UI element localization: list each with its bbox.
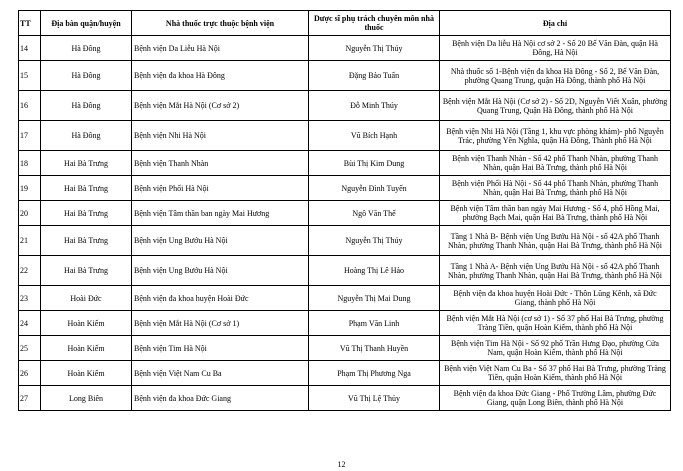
cell-pharmacist: Bùi Thị Kim Dung [309,151,440,176]
header-address: Địa chỉ [440,11,671,36]
cell-area: Hoài Đức [41,286,132,311]
table-row [19,91,671,121]
cell-area: Hai Bà Trưng [41,256,132,286]
page-number: 12 [337,460,346,469]
cell-pharmacist: Đỗ Minh Thúy [309,91,440,121]
table-row [19,36,671,61]
cell-hospital: Bệnh viện Phổi Hà Nội [132,176,309,201]
cell-pharmacist: Nguyễn Đình Tuyến [309,176,440,201]
pharmacy-table [18,10,671,411]
cell-pharmacist: Phạm Văn Linh [309,311,440,336]
cell-tt: 20 [19,201,41,226]
cell-area: Hà Đông [41,91,132,121]
cell-area: Hà Đông [41,121,132,151]
cell-area: Hai Bà Trưng [41,151,132,176]
cell-tt: 27 [19,386,41,411]
cell-address: Tầng 1 Nhà A- Bệnh viện Ung Bướu Hà Nội - số 42A phố Thanh Nhàn, phường Thanh Nhàn, quận Hai Bà Trưng, thành phố Hà Nội [440,256,671,286]
cell-pharmacist: Vũ Thị Thanh Huyền [309,336,440,361]
table-row [19,201,671,226]
cell-tt: 24 [19,311,41,336]
cell-tt: 21 [19,226,41,256]
cell-hospital: Bệnh viện đa khoa huyện Hoài Đức [132,286,309,311]
cell-address: Bệnh viện Tim Hà Nội - Số 92 phố Trần Hưng Đạo, phường Cửa Nam, quận Hoàn Kiếm, thành phố Hà Nội [440,336,671,361]
cell-address: Bệnh viện Mắt Hà Nội (cơ sở 1) - Số 37 phố Hai Bà Trưng, phường Tràng Tiền, quận Hoàn Kiếm, thành phố Hà Nội [440,311,671,336]
cell-pharmacist: Nguyễn Thị Mai Dung [309,286,440,311]
cell-hospital: Bệnh viện đa khoa Đức Giang [132,386,309,411]
cell-hospital: Bệnh viện Tim Hà Nội [132,336,309,361]
cell-pharmacist: Phạm Thị Phương Nga [309,361,440,386]
table-row [19,176,671,201]
cell-address: Bệnh viện Tâm thần ban ngày Mai Hương - Số 4, phố Hồng Mai, phường Bạch Mai, quận Hai Bà Trưng, thành phố Hà Nội [440,201,671,226]
cell-area: Hà Đông [41,36,132,61]
cell-tt: 19 [19,176,41,201]
cell-pharmacist: Nguyễn Thị Thúy [309,36,440,61]
table-body [19,36,671,411]
cell-tt: 14 [19,36,41,61]
table-row [19,336,671,361]
header-area: Địa bàn quận/huyện [41,11,132,36]
cell-pharmacist: Nguyễn Thị Thúy [309,226,440,256]
cell-tt: 26 [19,361,41,386]
cell-hospital: Bệnh viện Nhi Hà Nội [132,121,309,151]
cell-address: Bệnh viện Phổi Hà Nội - Số 44 phố Thanh Nhàn, phường Thanh Nhàn, quận Hai Bà Trưng, thành phố Hà Nội [440,176,671,201]
cell-tt: 18 [19,151,41,176]
cell-address: Bệnh viện đa khoa huyện Hoài Đức - Thôn Lũng Kênh, xã Đức Giang, thành phố Hà Nội [440,286,671,311]
table-row [19,286,671,311]
cell-area: Hoàn Kiếm [41,311,132,336]
cell-pharmacist: Hoàng Thị Lê Hảo [309,256,440,286]
cell-hospital: Bệnh viện Da Liễu Hà Nội [132,36,309,61]
cell-area: Long Biên [41,386,132,411]
cell-pharmacist: Vũ Thị Lệ Thủy [309,386,440,411]
cell-hospital: Bệnh viện Tâm thần ban ngày Mai Hương [132,201,309,226]
cell-hospital: Bệnh viện Mắt Hà Nội (Cơ sở 1) [132,311,309,336]
cell-tt: 22 [19,256,41,286]
cell-hospital: Bệnh viện Ung Bướu Hà Nội [132,226,309,256]
cell-area: Hai Bà Trưng [41,226,132,256]
cell-tt: 15 [19,61,41,91]
table-row [19,311,671,336]
cell-hospital: Bệnh viện Thanh Nhàn [132,151,309,176]
cell-hospital: Bệnh viện Ung Bướu Hà Nội [132,256,309,286]
cell-address: Bệnh viện Thanh Nhàn - Số 42 phố Thanh Nhàn, phường Thanh Nhàn, quận Hai Bà Trưng, thành phố Hà Nội [440,151,671,176]
header-hospital: Nhà thuốc trực thuộc bệnh viện [132,11,309,36]
cell-tt: 16 [19,91,41,121]
cell-area: Hoàn Kiếm [41,361,132,386]
table-row [19,256,671,286]
cell-pharmacist: Đặng Bảo Tuấn [309,61,440,91]
cell-address: Tầng 1 Nhà B- Bệnh viện Ung Bướu Hà Nội - số 42A phố Thanh Nhàn, phường Thanh Nhàn, quận Hai Bà Trưng, thành phố Hà Nội [440,226,671,256]
table-row [19,61,671,91]
cell-area: Hai Bà Trưng [41,201,132,226]
cell-hospital: Bệnh viện Việt Nam Cu Ba [132,361,309,386]
table-row [19,151,671,176]
header-pharmacist: Dược sĩ phụ trách chuyên môn nhà thuốc [309,11,440,36]
cell-address: Bệnh viện Nhi Hà Nội (Tầng 1, khu vực phòng khám)- phố Nguyễn Trác, phường Yên Nghĩa, quận Hà Đông, Thành phố Hà Nội [440,121,671,151]
table-row [19,121,671,151]
cell-address: Nhà thuốc số 1-Bệnh viện đa khoa Hà Đông - Số 2, Bế Văn Đàn, phường Quang Trung, quận Hà Đông, thành phố Hà Nội [440,61,671,91]
cell-tt: 25 [19,336,41,361]
cell-area: Hoàn Kiếm [41,336,132,361]
table-row [19,226,671,256]
cell-hospital: Bệnh viện Mắt Hà Nội (Cơ sở 2) [132,91,309,121]
table-row [19,361,671,386]
cell-tt: 23 [19,286,41,311]
header-tt: TT [19,11,41,36]
cell-pharmacist: Vũ Bích Hạnh [309,121,440,151]
cell-area: Hai Bà Trưng [41,176,132,201]
table-header-row [19,11,671,36]
cell-address: Bệnh viện Mắt Hà Nội (Cơ sở 2) - Số 2D, Nguyễn Viết Xuân, phường Quang Trung, Quận Hà Đông, thành phố Hà Nội [440,91,671,121]
cell-hospital: Bệnh viện đa khoa Hà Đông [132,61,309,91]
cell-address: Bệnh viện đa khoa Đức Giang - Phố Trường Lâm, phường Đức Giang, quận Long Biên, thành phố Hà Nội [440,386,671,411]
cell-pharmacist: Ngô Văn Thế [309,201,440,226]
cell-area: Hà Đông [41,61,132,91]
table-row [19,386,671,411]
cell-address: Bệnh viện Da liễu Hà Nội cơ sở 2 - Số 20 Bế Văn Đàn, quận Hà Đông, Hà Nội [440,36,671,61]
cell-address: Bệnh viện Việt Nam Cu Ba - Số 37 phố Hai Bà Trưng, phường Tràng Tiền, quận Hoàn Kiếm, thành phố Hà Nội [440,361,671,386]
cell-tt: 17 [19,121,41,151]
